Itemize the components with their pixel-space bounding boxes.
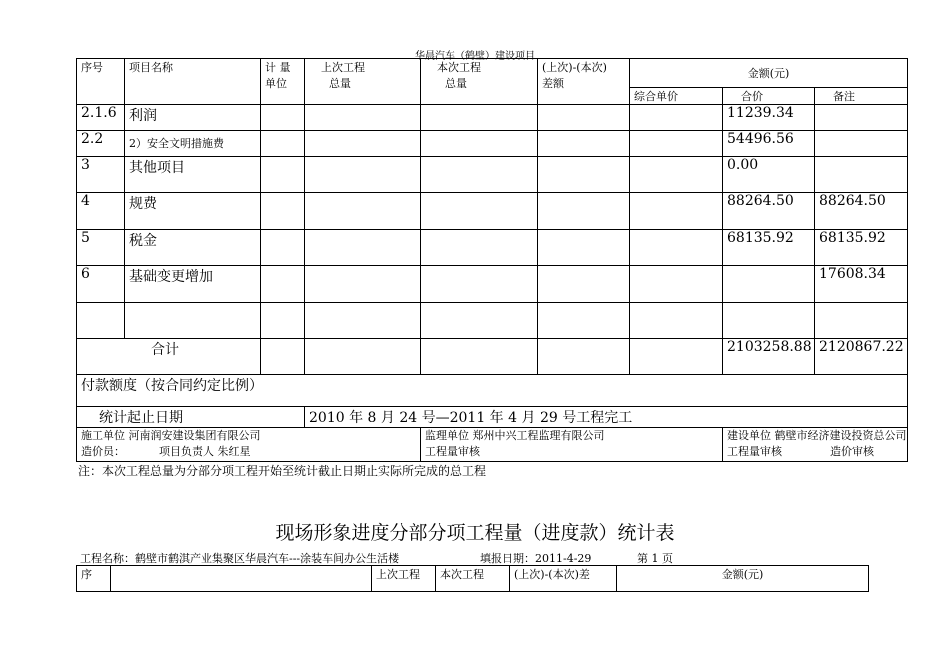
payment-label: 付款额度（按合同约定比例）: [77, 375, 908, 407]
qty-review-owner: 工程量审核: [727, 445, 782, 458]
row-total: 68135.92: [723, 230, 815, 266]
second-table: [76, 565, 869, 592]
row-name: 其他项目: [125, 157, 261, 193]
row-remark: 17608.34: [815, 266, 908, 303]
header-amount: 金额(元): [630, 59, 908, 88]
table-row: [77, 266, 908, 303]
row-remark: [815, 105, 908, 131]
contractor-cell: [77, 428, 421, 462]
header-prev: [305, 59, 421, 105]
row-name: [125, 303, 261, 339]
cost-clerk: 造价员：: [81, 445, 125, 458]
header-diff-line1: (上次)-(本次): [542, 61, 607, 74]
second-page-number: 第 1 页: [637, 552, 673, 565]
second-header-prev: 上次工程: [372, 566, 436, 592]
second-header-seq: 序: [77, 566, 111, 592]
signature-row: [77, 428, 908, 462]
row-remark: [815, 157, 908, 193]
row-seq: 6: [77, 266, 125, 303]
row-total: [723, 266, 815, 303]
supervisor: 监理单位 郑州中兴工程监理有限公司: [425, 429, 605, 442]
header-total-price: 合价: [723, 88, 815, 105]
row-seq: [77, 303, 125, 339]
row-remark: [815, 303, 908, 339]
header-unit-line2: 单位: [265, 77, 287, 90]
row-seq: 3: [77, 157, 125, 193]
second-header-curr: 本次工程: [436, 566, 510, 592]
row-seq: 2.1.6: [77, 105, 125, 131]
header-curr: [421, 59, 538, 105]
table-row: [77, 157, 908, 193]
project-header: 华晨汽车（鹤壁）建设项目: [415, 51, 535, 62]
row-seq: 4: [77, 193, 125, 230]
header-seq: 序号: [77, 59, 125, 105]
period-value: 2010 年 8 月 24 号—2011 年 4 月 29 号工程完工: [305, 407, 908, 428]
period-row: [77, 407, 908, 428]
project-manager: 项目负责人 朱红星: [159, 445, 251, 458]
header-unit-line1: 计 量: [265, 61, 291, 74]
header-unit-price: 综合单价: [630, 88, 723, 105]
row-seq: 2.2: [77, 131, 125, 157]
second-header-diff: (上次)-(本次)差: [510, 566, 617, 592]
header-diff: [538, 59, 630, 105]
header-name: 项目名称: [125, 59, 261, 105]
owner-review-line: [727, 444, 903, 460]
header-unit: [261, 59, 305, 105]
sum-label: 合计: [77, 339, 261, 375]
row-name: 2）安全文明措施费: [125, 131, 261, 157]
row-total: 54496.56: [723, 131, 815, 157]
row-total: [723, 303, 815, 339]
sum-row: [77, 339, 908, 375]
supervisor-cell: [421, 428, 723, 462]
header-curr-line2: 总量: [445, 77, 467, 90]
payment-row: [77, 375, 908, 407]
progress-table: [76, 58, 908, 462]
owner-cell: [723, 428, 908, 462]
table-row: [77, 105, 908, 131]
table-row: [77, 193, 908, 230]
row-name: 税金: [125, 230, 261, 266]
header-prev-line2: 总量: [329, 77, 351, 90]
second-title: 现场形象进度分部分项工程量（进度款）统计表: [275, 522, 675, 544]
period-label: 统计起止日期: [77, 407, 305, 428]
row-remark: 68135.92: [815, 230, 908, 266]
row-seq: 5: [77, 230, 125, 266]
cost-clerk-line: [81, 444, 416, 460]
second-report-date: 填报日期：2011-4-29: [480, 552, 592, 565]
second-header-row: [77, 566, 869, 592]
footnote: 注：本次工程总量为分部分项工程开始至统计截止日期止实际所完成的总工程: [78, 464, 487, 478]
header-curr-line1: 本次工程: [437, 61, 481, 74]
row-total: 0.00: [723, 157, 815, 193]
sum-remark: 2120867.22: [815, 339, 908, 375]
second-project-name: 工程名称：鹤壁市鹤淇产业集聚区华晨汽车---涂装车间办公生活楼: [80, 552, 400, 565]
header-remark: 备注: [815, 88, 908, 105]
table-row: [77, 230, 908, 266]
row-name: 利润: [125, 105, 261, 131]
table-row: [77, 131, 908, 157]
cost-review: 造价审核: [830, 445, 874, 458]
row-remark: 88264.50: [815, 193, 908, 230]
header-row: [77, 59, 908, 88]
contractor: 施工单位 河南润安建设集团有限公司: [81, 429, 261, 442]
header-prev-line1: 上次工程: [321, 61, 365, 74]
row-remark: [815, 131, 908, 157]
row-total: 11239.34: [723, 105, 815, 131]
sum-total: 2103258.88: [723, 339, 815, 375]
table-row: [77, 303, 908, 339]
qty-review-supervisor: 工程量审核: [425, 445, 480, 458]
row-name: 规费: [125, 193, 261, 230]
row-name: 基础变更增加: [125, 266, 261, 303]
row-total: 88264.50: [723, 193, 815, 230]
header-diff-line2: 差额: [542, 77, 564, 90]
second-header-amount: 金额(元): [617, 566, 869, 592]
owner: 建设单位 鹤壁市经济建设投资总公司: [727, 429, 907, 442]
second-header-name: [111, 566, 372, 592]
